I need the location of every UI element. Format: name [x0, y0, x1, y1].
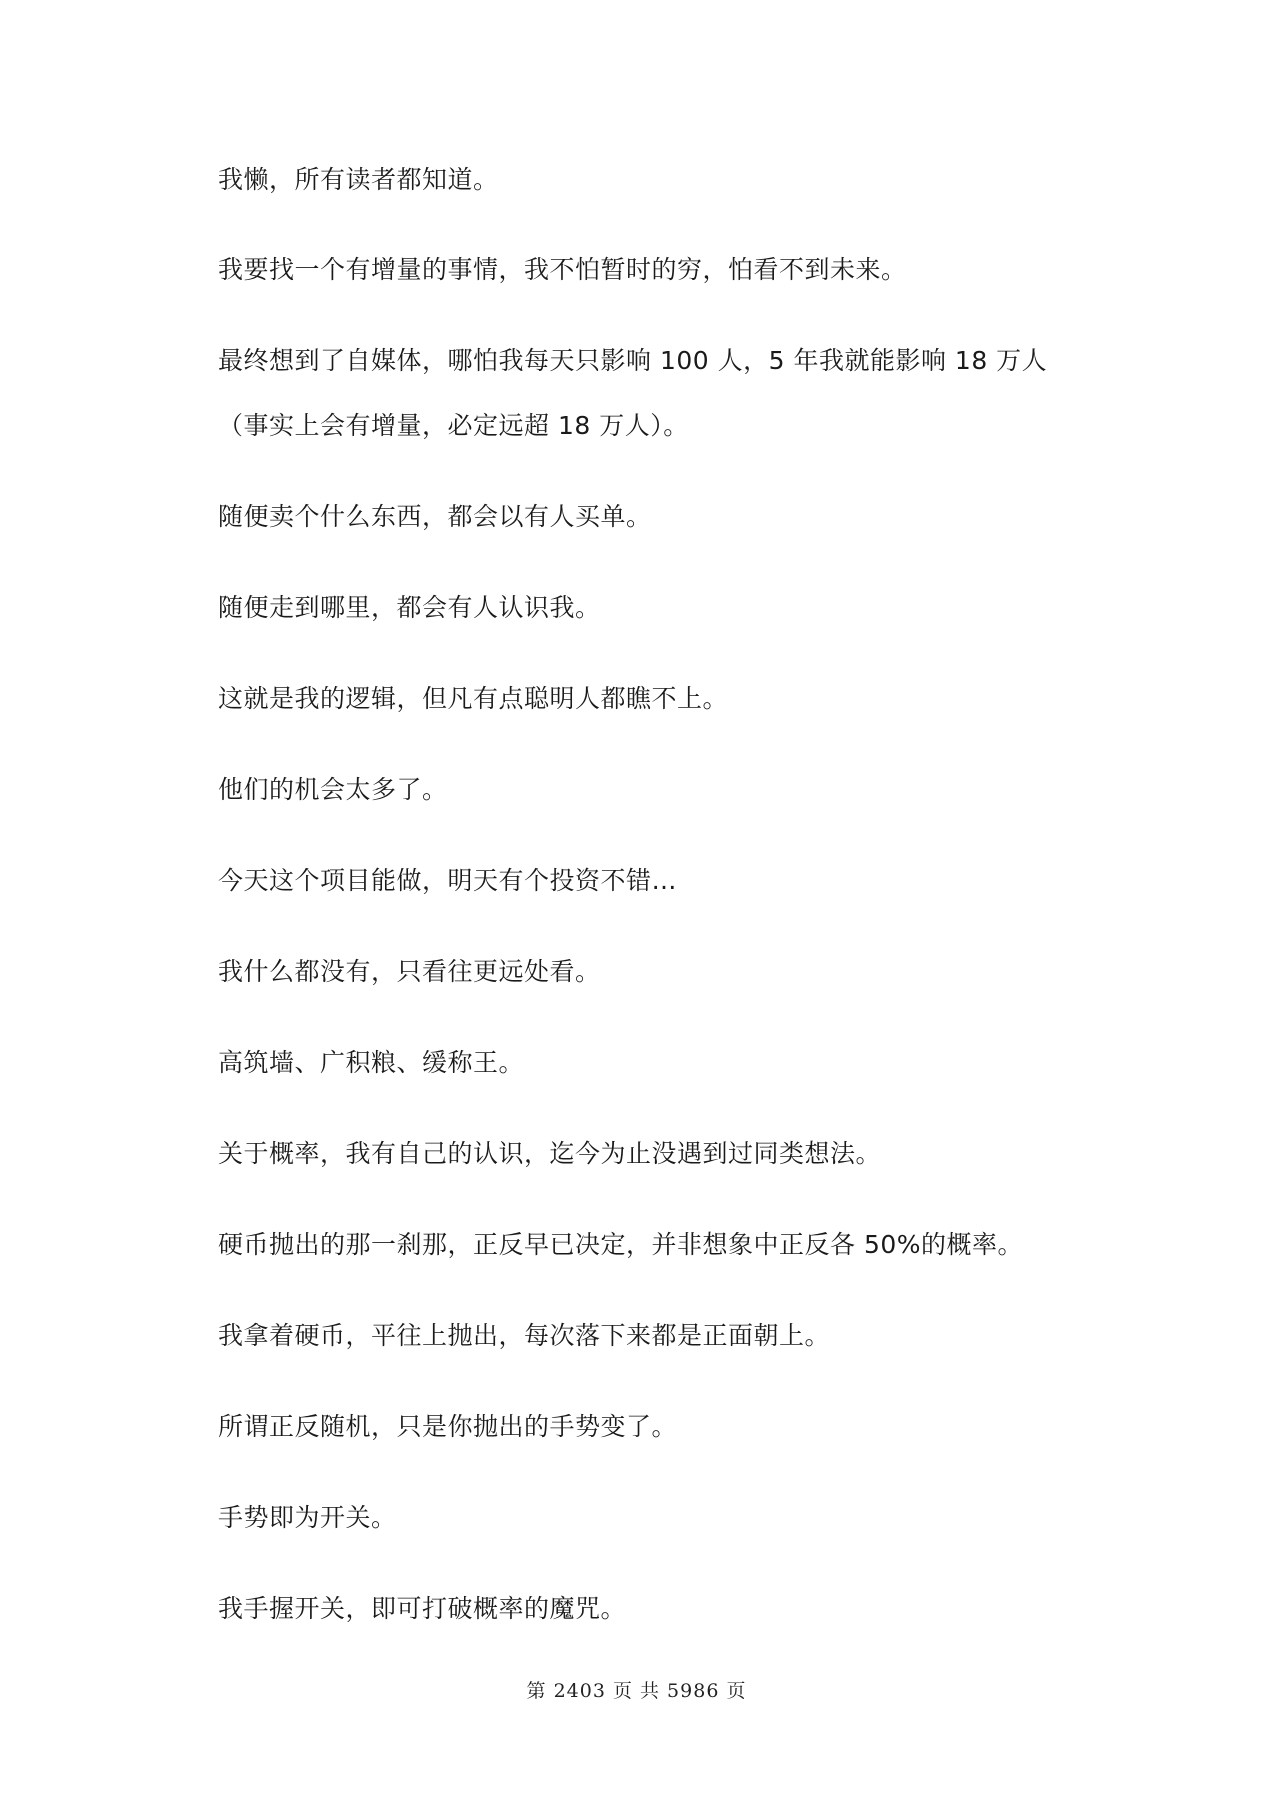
paragraph: 关于概率，我有自己的认识，迄今为止没遇到过同类想法。: [218, 1139, 882, 1168]
paragraph: 随便卖个什么东西，都会以有人买单。: [218, 502, 652, 531]
paragraph: 随便走到哪里，都会有人认识我。: [218, 593, 601, 622]
paragraph: 我拿着硬币，平往上抛出，每次落下来都是正面朝上。: [218, 1321, 831, 1350]
paragraph: 今天这个项目能做，明天有个投资不错…: [218, 866, 678, 895]
paragraph: 硬币抛出的那一刹那，正反早已决定，并非想象中正反各 50%的概率。: [218, 1230, 1024, 1259]
document-body: [218, 164, 1118, 1666]
paragraph: 我要找一个有增量的事情，我不怕暂时的穷，怕看不到未来。: [218, 255, 907, 284]
paragraph: 所谓正反随机，只是你抛出的手势变了。: [218, 1412, 678, 1441]
paragraph: 高筑墙、广积粮、缓称王。: [218, 1048, 525, 1077]
paragraph: 他们的机会太多了。: [218, 775, 448, 804]
paragraph: 我手握开关，即可打破概率的魔咒。: [218, 1594, 627, 1623]
paragraph: 这就是我的逻辑，但凡有点聪明人都瞧不上。: [218, 684, 729, 713]
page-number-footer: 第 2403 页 共 5986 页: [526, 1680, 747, 1702]
paragraph: 我什么都没有，只看往更远处看。: [218, 957, 601, 986]
paragraph: 手势即为开关。: [218, 1503, 397, 1532]
paragraph-continuation: （事实上会有增量，必定远超 18 万人）。: [218, 411, 689, 440]
paragraph: 我懒，所有读者都知道。: [218, 165, 499, 194]
paragraph: 最终想到了自媒体，哪怕我每天只影响 100 人，5 年我就能影响 18 万人: [218, 346, 1048, 375]
